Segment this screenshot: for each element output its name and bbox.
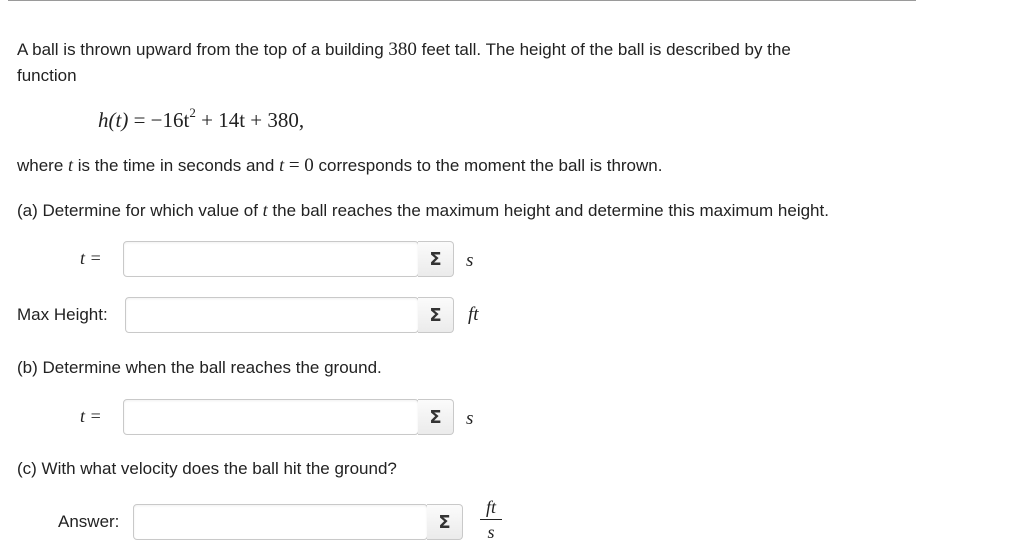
intro-text-2: feet tall. The height of the ball is described by the: [416, 40, 791, 59]
intro-text-1: A ball is thrown upward from the top of a building: [17, 40, 389, 59]
part-a-text-1: (a) Determine for which value of: [17, 201, 263, 220]
max-height-unit: ft: [468, 304, 479, 325]
velocity-equation-button[interactable]: [427, 504, 463, 540]
sigma-icon: Σ: [429, 406, 442, 428]
part-a-t-input[interactable]: [123, 241, 419, 277]
velocity-answer-input[interactable]: [133, 504, 428, 540]
sigma-icon: Σ: [438, 511, 451, 533]
part-b-t-label-text: t =: [80, 406, 102, 426]
part-b-t-unit: s: [466, 408, 474, 429]
velocity-unit-fraction: [480, 496, 502, 541]
part-b-t-input[interactable]: [123, 399, 419, 435]
top-divider: [8, 0, 916, 1]
part-b-question: (b) Determine when the ball reaches the ground.: [17, 358, 382, 377]
part-a-text-2: the ball reaches the maximum height and determine this maximum height.: [267, 201, 829, 220]
part-a-t-equation-button[interactable]: [418, 241, 454, 277]
sigma-icon: Σ: [429, 304, 442, 326]
where-t-symbol: t: [68, 155, 74, 175]
max-height-input[interactable]: [125, 297, 419, 333]
where-t0-symbol: t: [279, 155, 285, 175]
part-a-t-label: [80, 248, 102, 269]
part-a-t-label-text: t =: [80, 248, 102, 268]
formula-exponent: 2: [189, 105, 196, 120]
max-height-equation-button[interactable]: [418, 297, 454, 333]
formula-rhs-a: −16t: [150, 108, 190, 132]
problem-intro-line2: function: [17, 66, 77, 85]
where-text-2: is the time in seconds and: [73, 156, 280, 175]
part-b-t-label: [80, 406, 102, 427]
where-eq-zero: = 0: [284, 155, 314, 176]
part-c-question: (c) With what velocity does the ball hit the ground?: [17, 459, 397, 478]
where-text-1: where: [17, 156, 69, 175]
formula-equals: =: [133, 108, 146, 132]
where-text-3: corresponds to the moment the ball is thrown.: [313, 156, 663, 175]
velocity-unit-numerator: ft: [485, 497, 496, 517]
where-statement: [17, 152, 662, 179]
fraction-bar: [480, 519, 502, 520]
part-a-t-unit: s: [466, 250, 474, 271]
formula-lhs: h(t): [98, 108, 129, 132]
answer-label: Answer:: [58, 512, 120, 531]
height-function-formula: [98, 107, 304, 133]
building-height-value: 380: [388, 39, 417, 60]
part-a-question: [17, 197, 829, 224]
formula-rhs-b: + 14t + 380,: [195, 108, 305, 132]
part-b-t-equation-button[interactable]: [418, 399, 454, 435]
sigma-icon: Σ: [429, 248, 442, 270]
problem-intro: [17, 37, 791, 63]
max-height-label: Max Height:: [17, 305, 108, 324]
part-a-t-symbol: t: [262, 200, 268, 220]
velocity-unit-denominator: s: [487, 522, 495, 542]
